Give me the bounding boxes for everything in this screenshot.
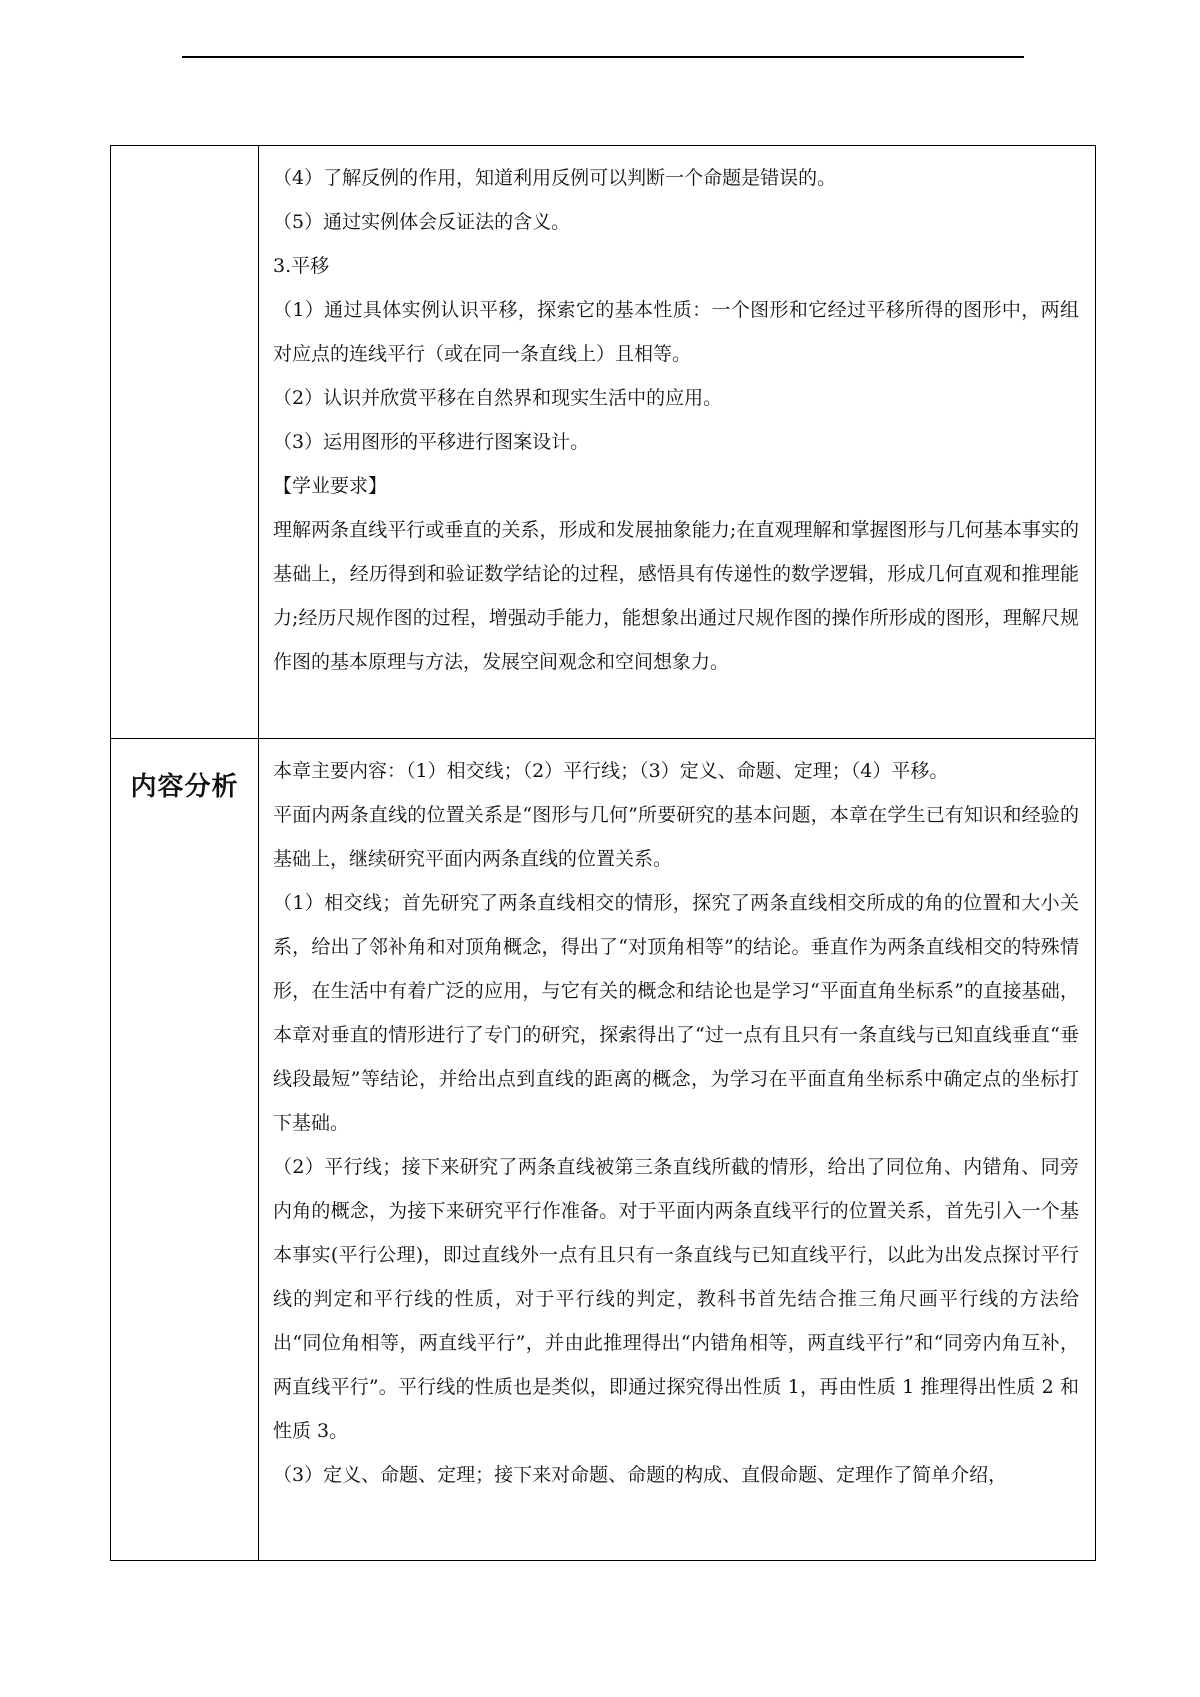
row-content-cell [259,146,1096,739]
paragraph: （3）运用图形的平移进行图案设计。 [273,431,590,453]
content-table [110,145,1096,1561]
table-row [111,739,1096,1561]
paragraph: 理解两条直线平行或垂直的关系，形成和发展抽象能力;在直观理解和掌握图形与几何基本事实的基础上，经历得到和验证数学结论的过程，感悟具有传递性的数学逻辑，形成几何直观和推理能力;经历尺规作图的过程，增强动手能力，能想象出通过尺规作图的操作所形成的图形，理解尺规作图的基本原理与方法，发展空间观念和空间想象力。 [273,519,1079,673]
paragraph: （1）相交线；首先研究了两条直线相交的情形，探究了两条直线相交所成的角的位置和大小关系，给出了邻补角和对顶角概念，得出了“对顶角相等”的结论。垂直作为两条直线相交的特殊情形，在生活中有着广泛的应用，与它有关的概念和结论也是学习“平面直角坐标系”的直接基础，本章对垂直的情形进行了专门的研究，探索得出了“过一点有且只有一条直线与已知直线垂直“垂线段最短”等结论，并给出点到直线的距离的概念，为学习在平面直角坐标系中确定点的坐标打下基础。 [273,892,1079,1134]
row-label-cell [111,739,259,1561]
paragraph: 平面内两条直线的位置关系是“图形与几何”所要研究的基本问题，本章在学生已有知识和经验的基础上，继续研究平面内两条直线的位置关系。 [273,804,1079,870]
subsection-heading: 【学业要求】 [273,475,388,497]
row-content-cell [259,739,1096,1561]
table-row [111,146,1096,739]
header-rule [182,56,1024,58]
section-label: 内容分析 [130,772,239,802]
paragraph: （3）定义、命题、定理；接下来对命题、命题的构成、直假命题、定理作了简单介绍， [273,1464,1008,1486]
paragraph: 本章主要内容：（1）相交线；（2）平行线；（3）定义、命题、定理；（4）平移。 [273,760,949,782]
row-label-cell [111,146,259,739]
paragraph: （4）了解反例的作用，知道利用反例可以判断一个命题是错误的。 [273,167,837,189]
paragraph: （2）认识并欣赏平移在自然界和现实生活中的应用。 [273,387,723,409]
paragraph: （1）通过具体实例认识平移，探索它的基本性质：一个图形和它经过平移所得的图形中，两组对应点的连线平行（或在同一条直线上）且相等。 [273,299,1079,365]
section-heading: 3.平移 [273,255,330,277]
paragraph: （2）平行线；接下来研究了两条直线被第三条直线所截的情形，给出了同位角、内错角、同旁内角的概念，为接下来研究平行作准备。对于平面内两条直线平行的位置关系，首先引入一个基本事实(平行公理)，即过直线外一点有且只有一条直线与已知直线平行，以此为出发点探讨平行线的判定和平行线的性质，对于平行线的判定，教科书首先结合推三角尺画平行线的方法给出“同位角相等，两直线平行”，并由此推理得出“内错角相等，两直线平行”和“同旁内角互补，两直线平行”。平行线的性质也是类似，即通过探究得出性质 1，再由性质 1 推理得出性质 2 和性质 3。 [273,1156,1079,1442]
paragraph: （5）通过实例体会反证法的含义。 [273,211,571,233]
